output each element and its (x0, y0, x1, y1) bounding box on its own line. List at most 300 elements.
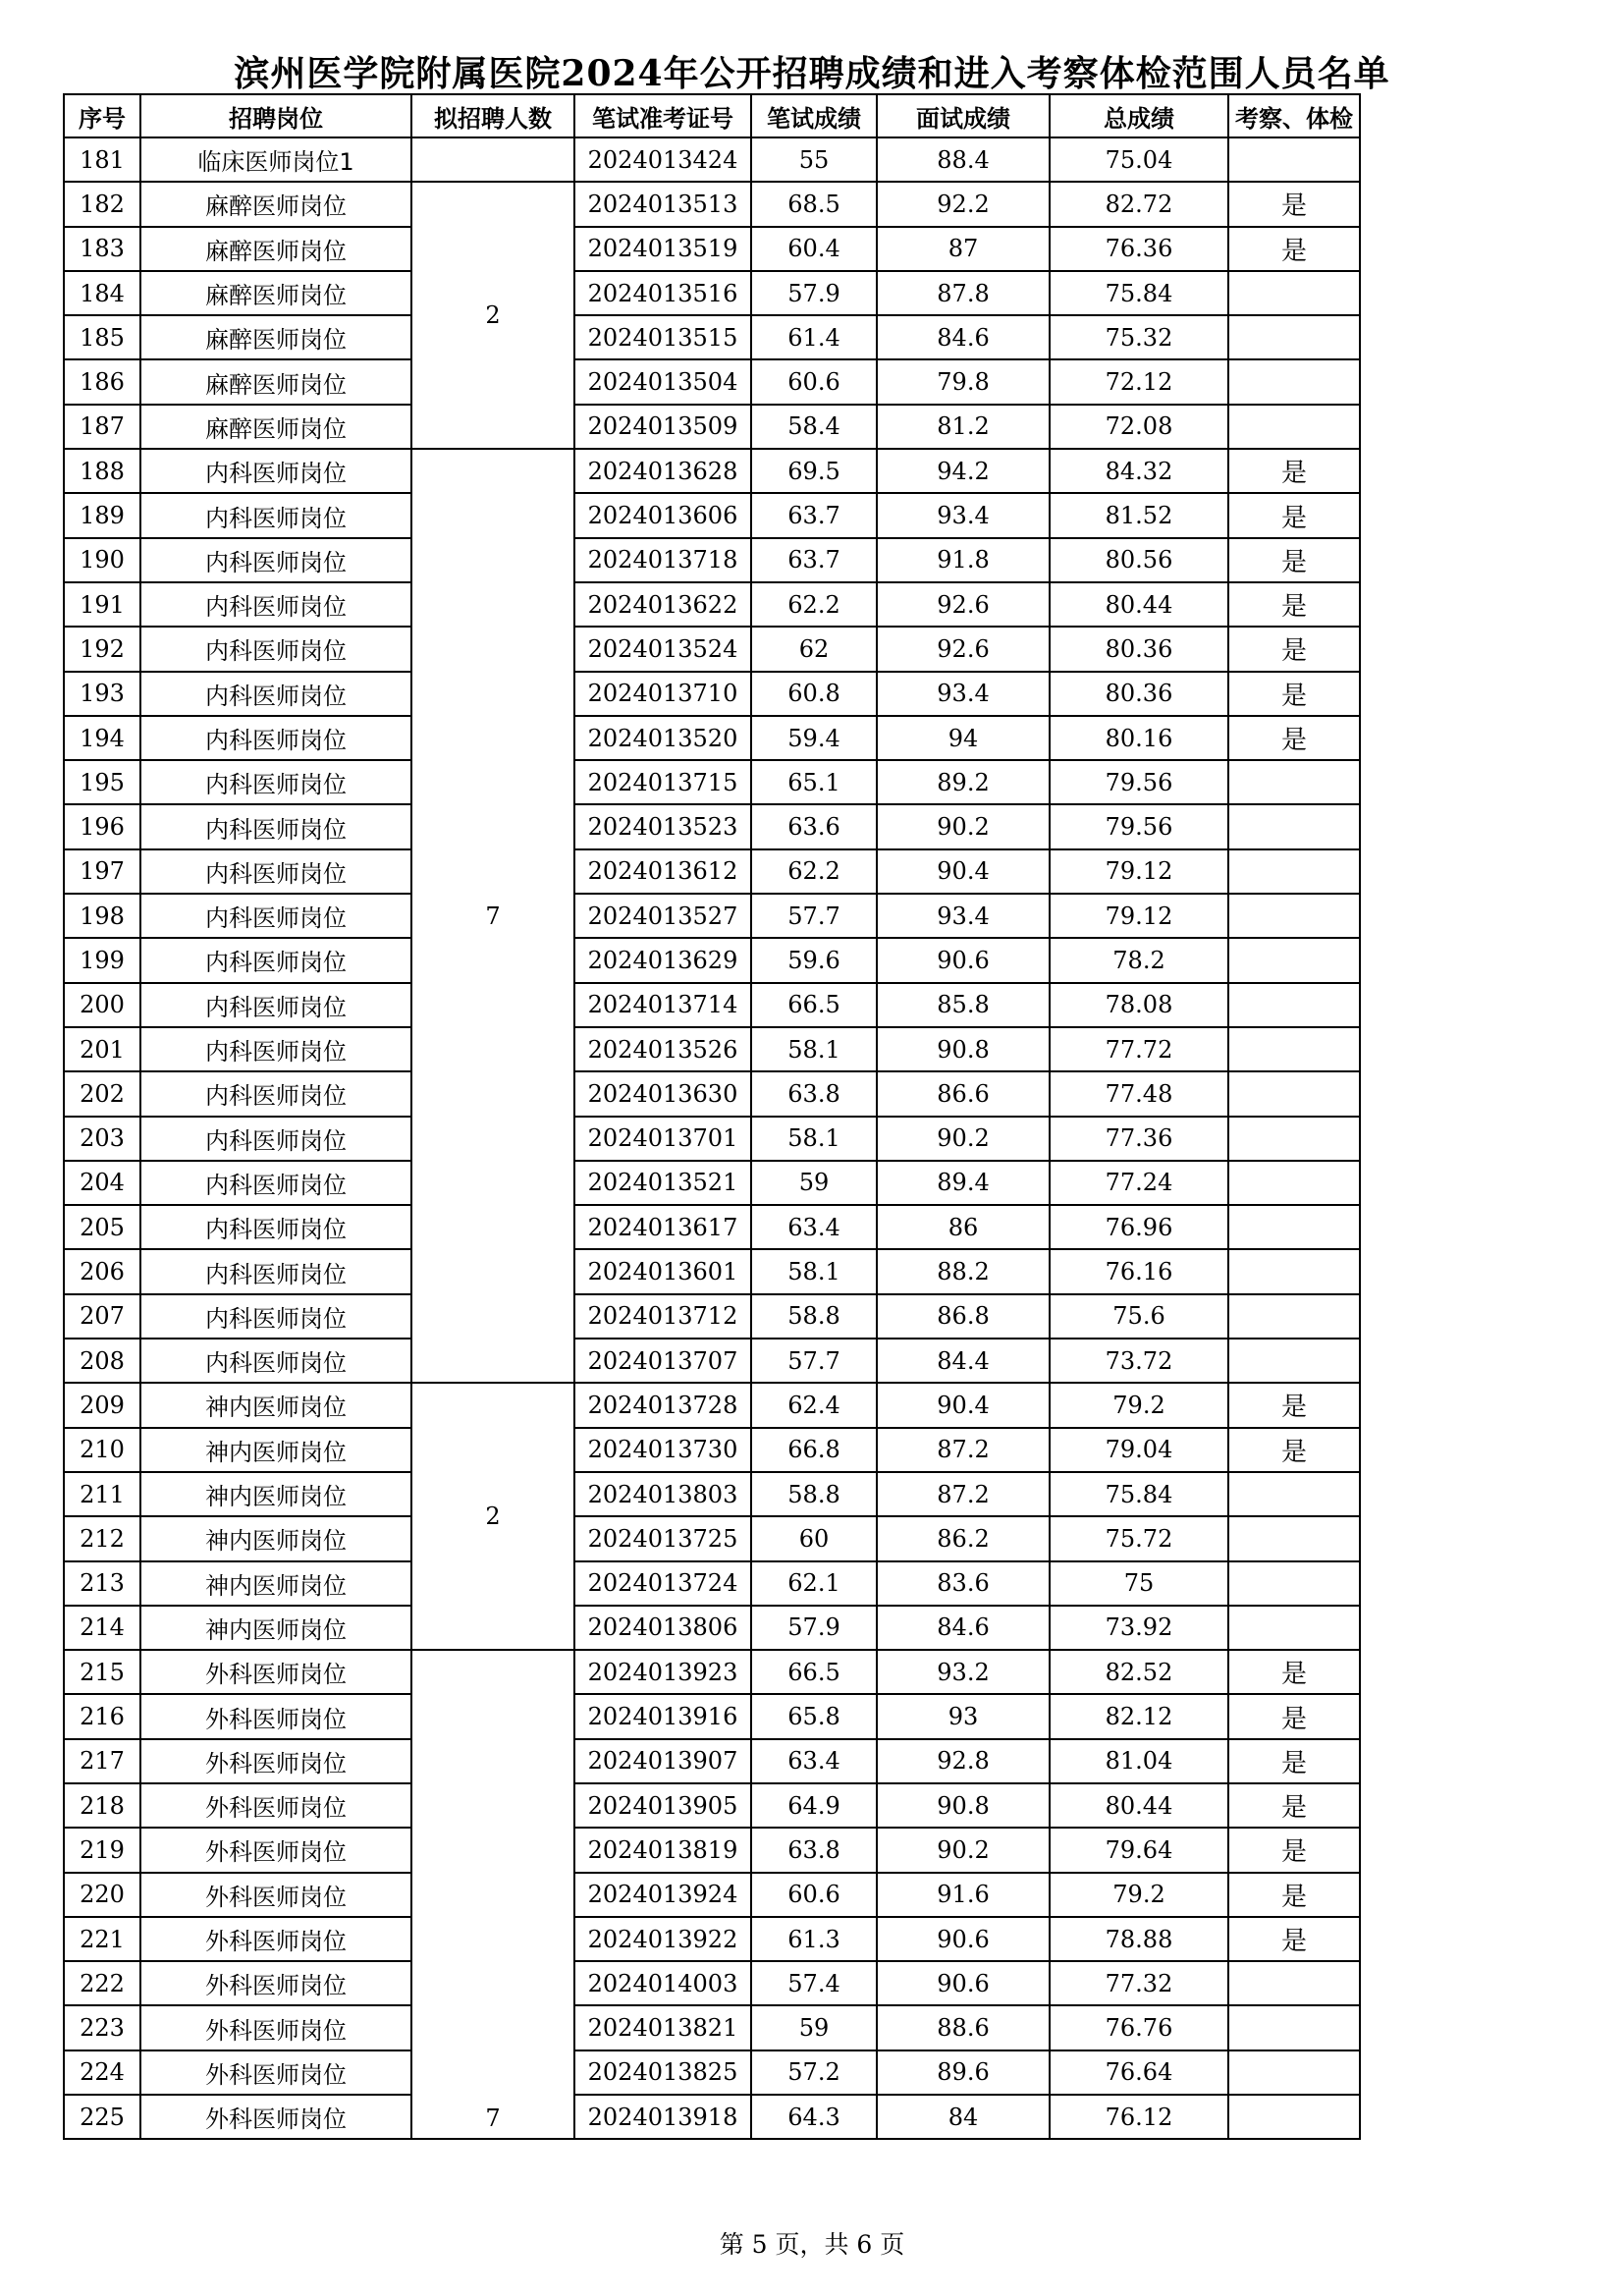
header-position: 招聘岗位 (140, 94, 411, 137)
cell-seq: 197 (64, 849, 140, 894)
cell-written-score: 60 (751, 1516, 877, 1560)
cell-written-score: 63.8 (751, 1828, 877, 1872)
cell-exam-id: 2024013918 (574, 2095, 751, 2139)
cell-seq: 202 (64, 1071, 140, 1116)
cell-inspection (1228, 1961, 1360, 2005)
header-total-score: 总成绩 (1050, 94, 1228, 137)
table-row (64, 760, 1360, 804)
header-written-score: 笔试成绩 (751, 94, 877, 137)
table-row (64, 1561, 1360, 1606)
cell-quota: 2 (411, 1383, 574, 1650)
cell-interview-score: 87.8 (877, 271, 1050, 315)
cell-seq: 181 (64, 137, 140, 182)
cell-total-score: 79.56 (1050, 760, 1228, 804)
cell-exam-id: 2024013629 (574, 938, 751, 982)
cell-position: 临床医师岗位1 (140, 137, 411, 182)
cell-interview-score: 90.2 (877, 804, 1050, 848)
cell-written-score: 64.3 (751, 2095, 877, 2139)
cell-written-score: 62.1 (751, 1561, 877, 1606)
cell-total-score: 75.04 (1050, 137, 1228, 182)
cell-seq: 218 (64, 1783, 140, 1828)
cell-written-score: 62 (751, 627, 877, 671)
cell-total-score: 78.2 (1050, 938, 1228, 982)
cell-exam-id: 2024013819 (574, 1828, 751, 1872)
cell-seq: 223 (64, 2005, 140, 2050)
cell-inspection (1228, 405, 1360, 449)
cell-seq: 217 (64, 1739, 140, 1783)
cell-written-score: 63.6 (751, 804, 877, 848)
cell-total-score: 80.56 (1050, 538, 1228, 582)
cell-written-score: 62.4 (751, 1383, 877, 1427)
cell-written-score: 65.1 (751, 760, 877, 804)
table-row (64, 582, 1360, 627)
cell-interview-score: 90.2 (877, 1117, 1050, 1161)
table-row (64, 1873, 1360, 1917)
cell-written-score: 62.2 (751, 582, 877, 627)
cell-exam-id: 2024013601 (574, 1249, 751, 1293)
cell-interview-score: 93.2 (877, 1650, 1050, 1694)
cell-seq: 212 (64, 1516, 140, 1560)
cell-total-score: 79.64 (1050, 1828, 1228, 1872)
cell-exam-id: 2024013515 (574, 315, 751, 359)
cell-written-score: 57.9 (751, 1606, 877, 1650)
page-title: 滨州医学院附属医院2024年公开招聘成绩和进入考察体检范围人员名单 (234, 53, 1390, 94)
cell-inspection: 是 (1228, 1739, 1360, 1783)
cell-inspection (1228, 849, 1360, 894)
cell-exam-id: 2024013715 (574, 760, 751, 804)
cell-position: 内科医师岗位 (140, 1205, 411, 1249)
table-row (64, 1027, 1360, 1071)
cell-interview-score: 79.8 (877, 359, 1050, 404)
cell-written-score: 59.6 (751, 938, 877, 982)
cell-interview-score: 89.6 (877, 2050, 1050, 2095)
cell-position: 麻醉医师岗位 (140, 359, 411, 404)
cell-seq: 206 (64, 1249, 140, 1293)
cell-inspection: 是 (1228, 1428, 1360, 1472)
cell-inspection (1228, 804, 1360, 848)
cell-exam-id: 2024013527 (574, 894, 751, 938)
cell-quota: 7 (411, 1650, 574, 2139)
table-row (64, 1339, 1360, 1383)
cell-written-score: 64.9 (751, 1783, 877, 1828)
cell-exam-id: 2024014003 (574, 1961, 751, 2005)
cell-inspection (1228, 1472, 1360, 1516)
cell-total-score: 76.36 (1050, 227, 1228, 271)
cell-seq: 207 (64, 1294, 140, 1339)
cell-interview-score: 84.4 (877, 1339, 1050, 1383)
cell-interview-score: 93.4 (877, 672, 1050, 716)
table-row (64, 1828, 1360, 1872)
table-row (64, 493, 1360, 537)
cell-total-score: 84.32 (1050, 449, 1228, 493)
cell-exam-id: 2024013526 (574, 1027, 751, 1071)
cell-interview-score: 92.6 (877, 627, 1050, 671)
cell-seq: 214 (64, 1606, 140, 1650)
cell-interview-score: 90.6 (877, 1917, 1050, 1961)
cell-inspection (1228, 359, 1360, 404)
cell-inspection: 是 (1228, 1873, 1360, 1917)
cell-exam-id: 2024013718 (574, 538, 751, 582)
cell-total-score: 75 (1050, 1561, 1228, 1606)
table-row (64, 849, 1360, 894)
cell-seq: 220 (64, 1873, 140, 1917)
cell-position: 外科医师岗位 (140, 1828, 411, 1872)
cell-position: 外科医师岗位 (140, 2005, 411, 2050)
cell-exam-id: 2024013523 (574, 804, 751, 848)
cell-written-score: 57.4 (751, 1961, 877, 2005)
cell-written-score: 63.4 (751, 1739, 877, 1783)
cell-total-score: 80.44 (1050, 1783, 1228, 1828)
cell-position: 内科医师岗位 (140, 894, 411, 938)
cell-exam-id: 2024013806 (574, 1606, 751, 1650)
cell-total-score: 79.04 (1050, 1428, 1228, 1472)
table-row (64, 227, 1360, 271)
cell-position: 神内医师岗位 (140, 1606, 411, 1650)
cell-inspection (1228, 1117, 1360, 1161)
table-row (64, 1650, 1360, 1694)
cell-written-score: 59 (751, 1161, 877, 1205)
cell-total-score: 76.96 (1050, 1205, 1228, 1249)
cell-interview-score: 84 (877, 2095, 1050, 2139)
table-body (64, 137, 1360, 2139)
page-footer: 第 5 页，共 6 页 (719, 2230, 905, 2259)
cell-interview-score: 90.6 (877, 1961, 1050, 2005)
cell-interview-score: 86.2 (877, 1516, 1050, 1560)
cell-inspection: 是 (1228, 493, 1360, 537)
cell-written-score: 69.5 (751, 449, 877, 493)
cell-total-score: 77.72 (1050, 1027, 1228, 1071)
cell-interview-score: 84.6 (877, 1606, 1050, 1650)
cell-seq: 194 (64, 716, 140, 760)
table-row (64, 672, 1360, 716)
cell-interview-score: 87.2 (877, 1428, 1050, 1472)
cell-inspection (1228, 1161, 1360, 1205)
cell-total-score: 75.6 (1050, 1294, 1228, 1339)
cell-total-score: 80.36 (1050, 672, 1228, 716)
cell-inspection: 是 (1228, 1694, 1360, 1738)
cell-written-score: 59.4 (751, 716, 877, 760)
cell-interview-score: 90.2 (877, 1828, 1050, 1872)
cell-total-score: 82.52 (1050, 1650, 1228, 1694)
cell-exam-id: 2024013612 (574, 849, 751, 894)
cell-written-score: 63.8 (751, 1071, 877, 1116)
cell-written-score: 68.5 (751, 182, 877, 226)
cell-written-score: 57.2 (751, 2050, 877, 2095)
cell-exam-id: 2024013521 (574, 1161, 751, 1205)
cell-seq: 183 (64, 227, 140, 271)
cell-inspection (1228, 271, 1360, 315)
cell-written-score: 66.5 (751, 1650, 877, 1694)
cell-interview-score: 90.8 (877, 1027, 1050, 1071)
cell-interview-score: 93.4 (877, 894, 1050, 938)
table-row (64, 983, 1360, 1027)
cell-position: 外科医师岗位 (140, 1783, 411, 1828)
cell-interview-score: 85.8 (877, 983, 1050, 1027)
cell-written-score: 58.1 (751, 1117, 877, 1161)
cell-inspection: 是 (1228, 227, 1360, 271)
cell-seq: 209 (64, 1383, 140, 1427)
cell-inspection: 是 (1228, 1650, 1360, 1694)
cell-position: 外科医师岗位 (140, 1739, 411, 1783)
cell-exam-id: 2024013712 (574, 1294, 751, 1339)
cell-interview-score: 92.2 (877, 182, 1050, 226)
cell-inspection (1228, 1249, 1360, 1293)
cell-written-score: 61.3 (751, 1917, 877, 1961)
cell-total-score: 77.24 (1050, 1161, 1228, 1205)
cell-seq: 186 (64, 359, 140, 404)
table-row (64, 2005, 1360, 2050)
table-row (64, 538, 1360, 582)
cell-total-score: 72.12 (1050, 359, 1228, 404)
cell-inspection: 是 (1228, 716, 1360, 760)
cell-exam-id: 2024013617 (574, 1205, 751, 1249)
cell-inspection (1228, 2005, 1360, 2050)
cell-interview-score: 89.4 (877, 1161, 1050, 1205)
cell-inspection (1228, 894, 1360, 938)
cell-total-score: 79.56 (1050, 804, 1228, 848)
table-row (64, 359, 1360, 404)
cell-position: 内科医师岗位 (140, 1027, 411, 1071)
cell-position: 外科医师岗位 (140, 1917, 411, 1961)
cell-written-score: 65.8 (751, 1694, 877, 1738)
cell-seq: 213 (64, 1561, 140, 1606)
cell-total-score: 77.48 (1050, 1071, 1228, 1116)
cell-seq: 225 (64, 2095, 140, 2139)
cell-position: 内科医师岗位 (140, 849, 411, 894)
cell-position: 内科医师岗位 (140, 1249, 411, 1293)
cell-position: 神内医师岗位 (140, 1472, 411, 1516)
cell-total-score: 80.36 (1050, 627, 1228, 671)
cell-inspection (1228, 1205, 1360, 1249)
cell-seq: 221 (64, 1917, 140, 1961)
cell-exam-id: 2024013524 (574, 627, 751, 671)
cell-total-score: 76.12 (1050, 2095, 1228, 2139)
cell-position: 内科医师岗位 (140, 582, 411, 627)
cell-interview-score: 91.8 (877, 538, 1050, 582)
cell-interview-score: 86 (877, 1205, 1050, 1249)
cell-exam-id: 2024013707 (574, 1339, 751, 1383)
cell-written-score: 60.8 (751, 672, 877, 716)
cell-total-score: 75.84 (1050, 1472, 1228, 1516)
cell-written-score: 58.8 (751, 1294, 877, 1339)
cell-exam-id: 2024013520 (574, 716, 751, 760)
cell-inspection: 是 (1228, 538, 1360, 582)
cell-inspection (1228, 1294, 1360, 1339)
cell-total-score: 76.16 (1050, 1249, 1228, 1293)
cell-quota: 7 (411, 449, 574, 1383)
cell-inspection (1228, 1516, 1360, 1560)
cell-interview-score: 88.4 (877, 137, 1050, 182)
cell-exam-id: 2024013710 (574, 672, 751, 716)
cell-inspection: 是 (1228, 582, 1360, 627)
cell-exam-id: 2024013509 (574, 405, 751, 449)
cell-exam-id: 2024013516 (574, 271, 751, 315)
cell-position: 外科医师岗位 (140, 1650, 411, 1694)
cell-exam-id: 2024013922 (574, 1917, 751, 1961)
cell-seq: 190 (64, 538, 140, 582)
cell-total-score: 75.84 (1050, 271, 1228, 315)
cell-position: 神内医师岗位 (140, 1516, 411, 1560)
cell-seq: 204 (64, 1161, 140, 1205)
cell-written-score: 63.4 (751, 1205, 877, 1249)
cell-inspection: 是 (1228, 182, 1360, 226)
cell-interview-score: 86.8 (877, 1294, 1050, 1339)
table-row (64, 1961, 1360, 2005)
table-row (64, 449, 1360, 493)
cell-position: 内科医师岗位 (140, 983, 411, 1027)
cell-written-score: 57.9 (751, 271, 877, 315)
cell-inspection (1228, 2095, 1360, 2139)
cell-inspection (1228, 137, 1360, 182)
cell-exam-id: 2024013622 (574, 582, 751, 627)
cell-exam-id: 2024013924 (574, 1873, 751, 1917)
cell-position: 麻醉医师岗位 (140, 315, 411, 359)
cell-seq: 198 (64, 894, 140, 938)
cell-written-score: 58.1 (751, 1027, 877, 1071)
cell-seq: 224 (64, 2050, 140, 2095)
cell-total-score: 81.04 (1050, 1739, 1228, 1783)
table-row (64, 1383, 1360, 1427)
table-row (64, 405, 1360, 449)
cell-position: 内科医师岗位 (140, 716, 411, 760)
cell-inspection: 是 (1228, 1383, 1360, 1427)
cell-exam-id: 2024013424 (574, 137, 751, 182)
cell-position: 神内医师岗位 (140, 1428, 411, 1472)
cell-exam-id: 2024013825 (574, 2050, 751, 2095)
cell-written-score: 58.8 (751, 1472, 877, 1516)
header-exam-id: 笔试准考证号 (574, 94, 751, 137)
cell-position: 麻醉医师岗位 (140, 227, 411, 271)
header-seq: 序号 (64, 94, 140, 137)
cell-position: 神内医师岗位 (140, 1561, 411, 1606)
cell-inspection (1228, 2050, 1360, 2095)
cell-position: 内科医师岗位 (140, 493, 411, 537)
cell-total-score: 75.32 (1050, 315, 1228, 359)
cell-total-score: 80.16 (1050, 716, 1228, 760)
table-row (64, 716, 1360, 760)
cell-inspection (1228, 315, 1360, 359)
cell-interview-score: 93 (877, 1694, 1050, 1738)
cell-written-score: 55 (751, 137, 877, 182)
cell-written-score: 60.6 (751, 1873, 877, 1917)
cell-inspection: 是 (1228, 1828, 1360, 1872)
cell-inspection (1228, 1606, 1360, 1650)
cell-written-score: 63.7 (751, 538, 877, 582)
cell-written-score: 58.4 (751, 405, 877, 449)
table-row (64, 1472, 1360, 1516)
cell-seq: 191 (64, 582, 140, 627)
table-row (64, 2095, 1360, 2139)
cell-position: 内科医师岗位 (140, 1117, 411, 1161)
cell-total-score: 80.44 (1050, 582, 1228, 627)
cell-position: 内科医师岗位 (140, 1161, 411, 1205)
cell-interview-score: 90.6 (877, 938, 1050, 982)
cell-position: 内科医师岗位 (140, 1294, 411, 1339)
cell-exam-id: 2024013725 (574, 1516, 751, 1560)
cell-interview-score: 90.4 (877, 1383, 1050, 1427)
cell-exam-id: 2024013513 (574, 182, 751, 226)
table-row (64, 1205, 1360, 1249)
cell-interview-score: 92.6 (877, 582, 1050, 627)
cell-seq: 196 (64, 804, 140, 848)
cell-written-score: 61.4 (751, 315, 877, 359)
cell-inspection (1228, 1071, 1360, 1116)
cell-position: 内科医师岗位 (140, 1339, 411, 1383)
cell-exam-id: 2024013628 (574, 449, 751, 493)
cell-seq: 215 (64, 1650, 140, 1694)
cell-total-score: 75.72 (1050, 1516, 1228, 1560)
cell-inspection: 是 (1228, 1783, 1360, 1828)
cell-seq: 200 (64, 983, 140, 1027)
cell-seq: 210 (64, 1428, 140, 1472)
cell-position: 内科医师岗位 (140, 760, 411, 804)
cell-inspection (1228, 760, 1360, 804)
table-row (64, 1117, 1360, 1161)
cell-exam-id: 2024013730 (574, 1428, 751, 1472)
table-row (64, 1783, 1360, 1828)
cell-seq: 189 (64, 493, 140, 537)
results-table (63, 93, 1361, 2140)
cell-exam-id: 2024013701 (574, 1117, 751, 1161)
cell-total-score: 72.08 (1050, 405, 1228, 449)
cell-written-score: 62.2 (751, 849, 877, 894)
cell-exam-id: 2024013606 (574, 493, 751, 537)
cell-position: 外科医师岗位 (140, 1961, 411, 2005)
cell-position: 外科医师岗位 (140, 2050, 411, 2095)
cell-exam-id: 2024013916 (574, 1694, 751, 1738)
cell-exam-id: 2024013728 (574, 1383, 751, 1427)
table-row (64, 182, 1360, 226)
table-row (64, 1294, 1360, 1339)
table-row (64, 1917, 1360, 1961)
cell-position: 内科医师岗位 (140, 627, 411, 671)
cell-exam-id: 2024013630 (574, 1071, 751, 1116)
cell-total-score: 82.72 (1050, 182, 1228, 226)
cell-position: 外科医师岗位 (140, 2095, 411, 2139)
table-header-row (64, 94, 1360, 137)
cell-written-score: 60.4 (751, 227, 877, 271)
cell-seq: 211 (64, 1472, 140, 1516)
cell-seq: 208 (64, 1339, 140, 1383)
cell-total-score: 78.08 (1050, 983, 1228, 1027)
table-row (64, 315, 1360, 359)
cell-seq: 216 (64, 1694, 140, 1738)
cell-seq: 184 (64, 271, 140, 315)
cell-interview-score: 91.6 (877, 1873, 1050, 1917)
cell-written-score: 59 (751, 2005, 877, 2050)
cell-interview-score: 86.6 (877, 1071, 1050, 1116)
cell-inspection: 是 (1228, 627, 1360, 671)
cell-interview-score: 94 (877, 716, 1050, 760)
header-inspection: 考察、体检 (1228, 94, 1360, 137)
cell-total-score: 77.32 (1050, 1961, 1228, 2005)
cell-interview-score: 81.2 (877, 405, 1050, 449)
cell-seq: 185 (64, 315, 140, 359)
table-row (64, 627, 1360, 671)
cell-quota: 2 (411, 182, 574, 449)
cell-quota (411, 137, 574, 182)
table-row (64, 1428, 1360, 1472)
cell-seq: 195 (64, 760, 140, 804)
cell-exam-id: 2024013803 (574, 1472, 751, 1516)
cell-exam-id: 2024013724 (574, 1561, 751, 1606)
cell-position: 麻醉医师岗位 (140, 271, 411, 315)
cell-inspection: 是 (1228, 449, 1360, 493)
table-row (64, 938, 1360, 982)
cell-seq: 187 (64, 405, 140, 449)
table-row (64, 1739, 1360, 1783)
cell-total-score: 79.2 (1050, 1873, 1228, 1917)
